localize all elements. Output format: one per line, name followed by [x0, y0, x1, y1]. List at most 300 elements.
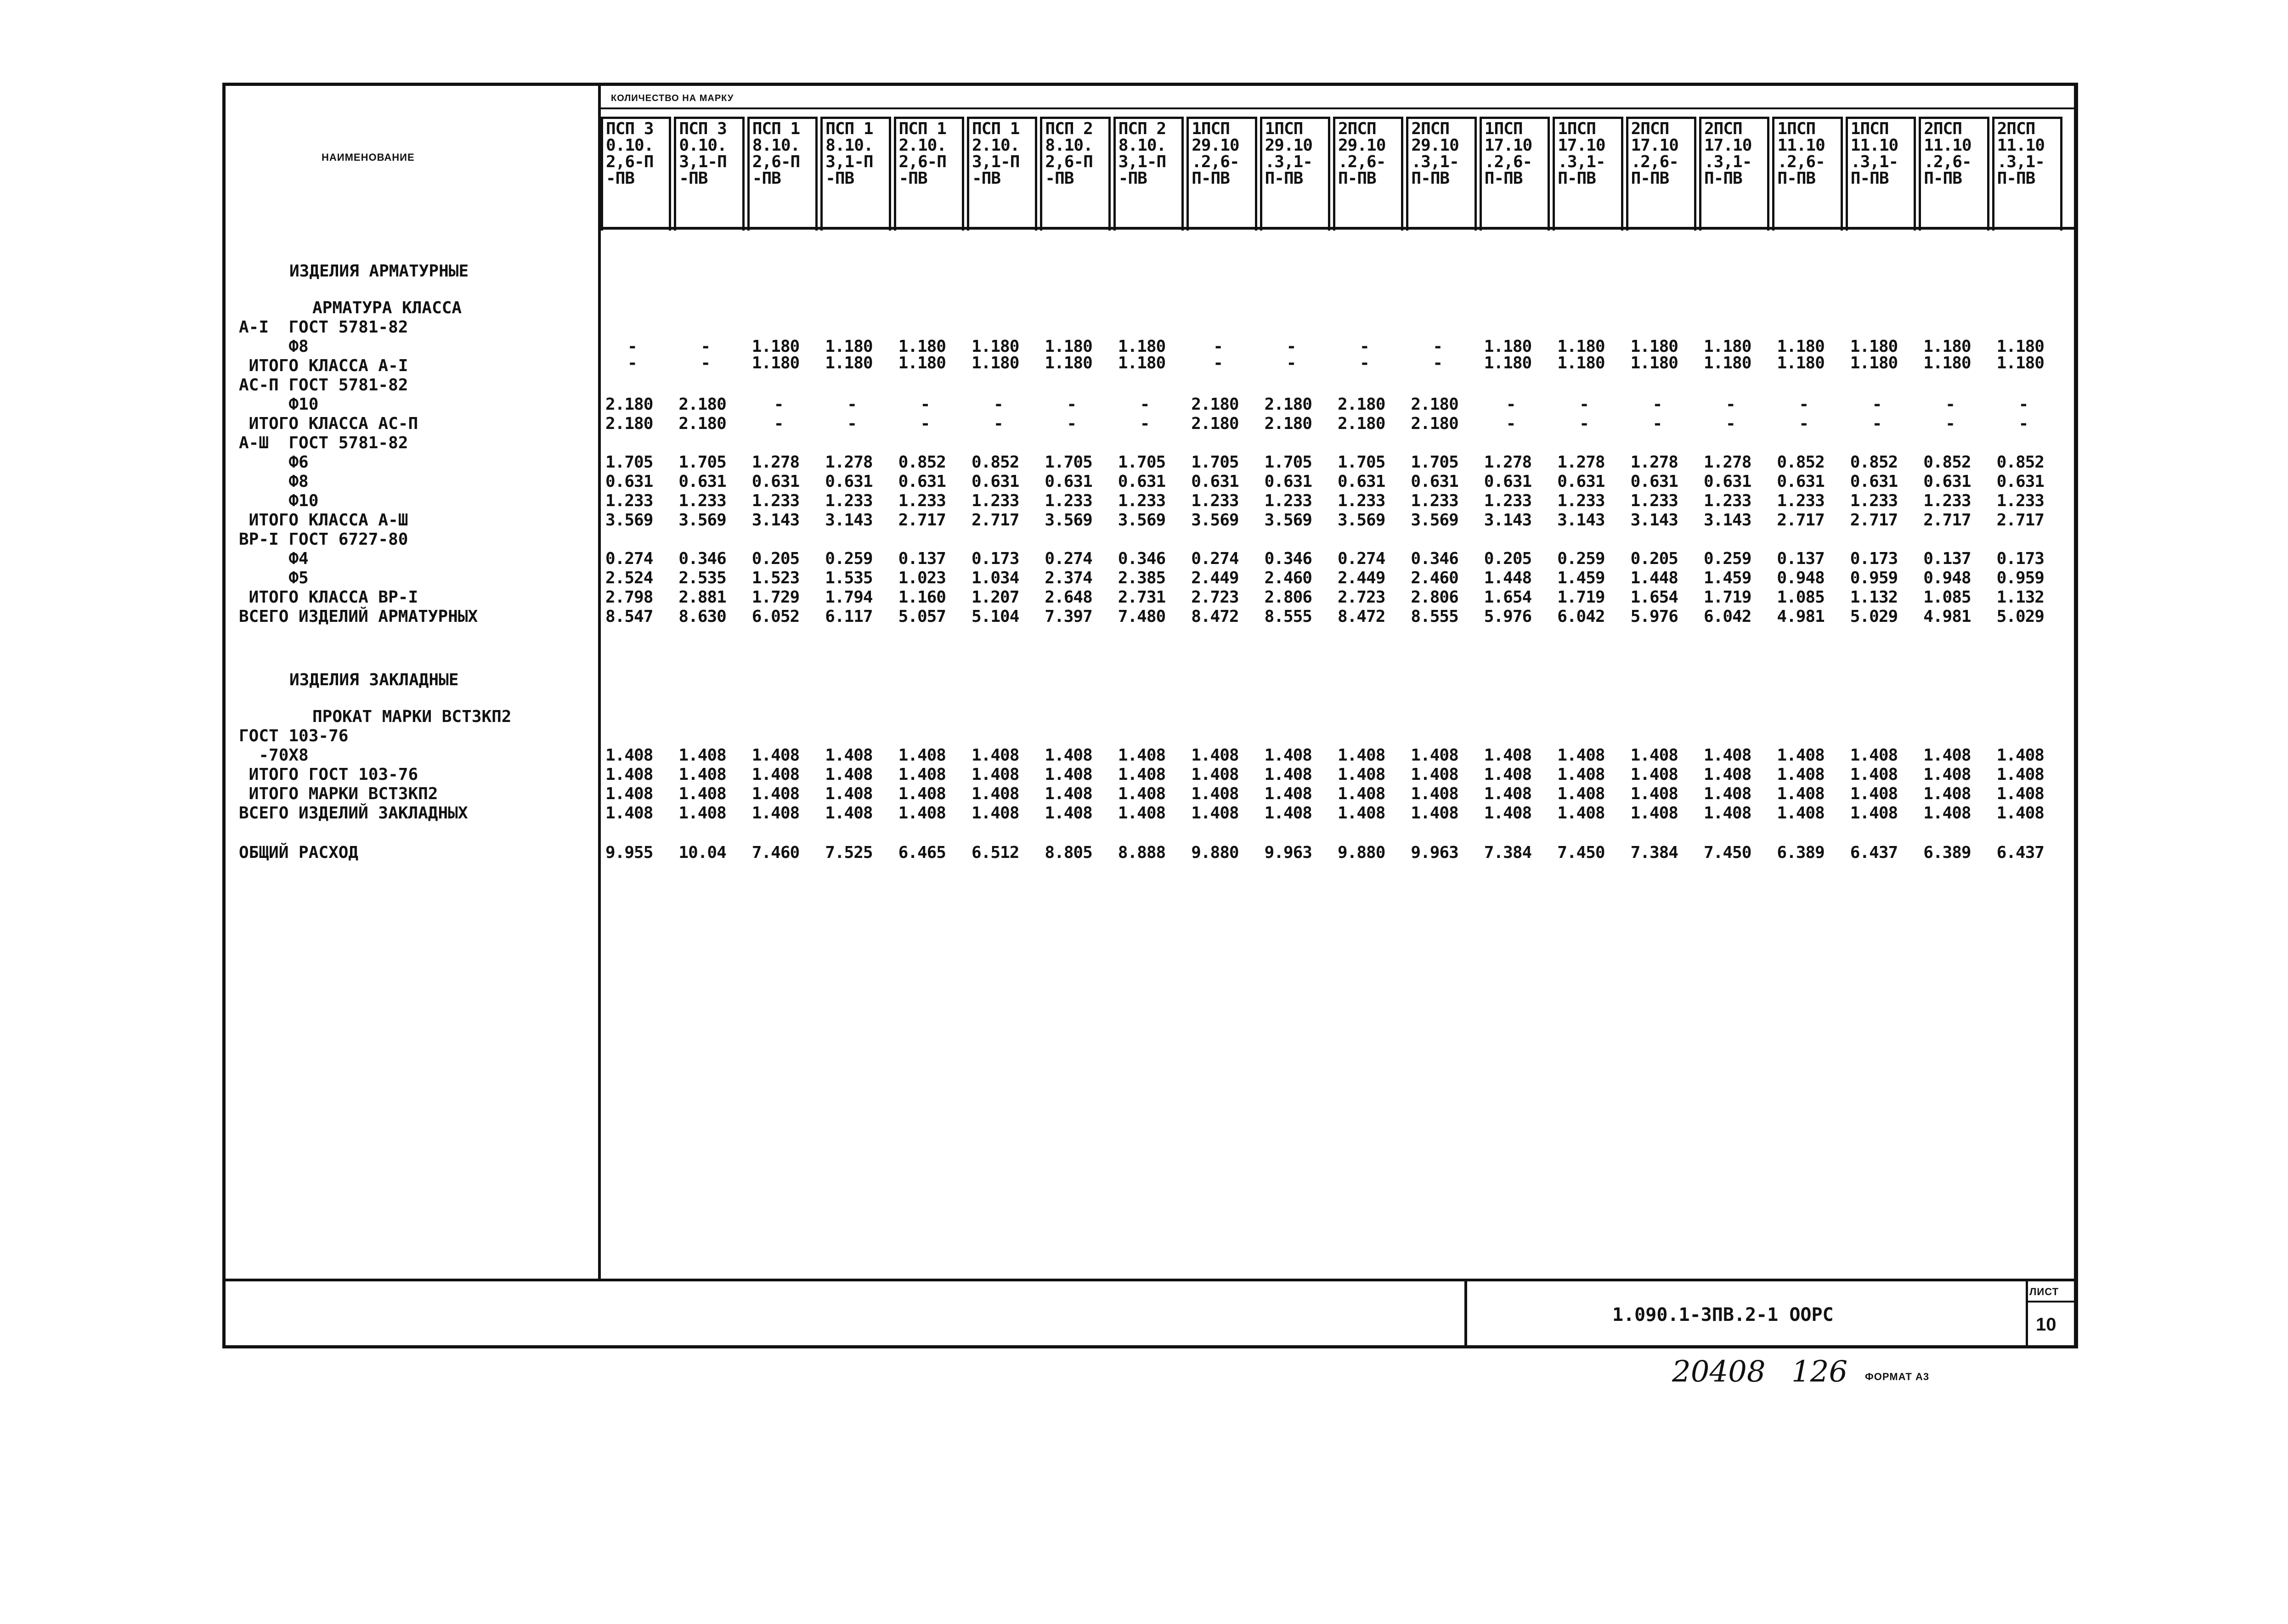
- cell-a3-total-7: 3.569: [1045, 511, 1092, 530]
- cell-a1-d8-11: -: [1360, 337, 1369, 356]
- cell-size-14: 1.408: [1557, 746, 1605, 765]
- label-bp1-total: ИТОГО КЛАССА ВР-I: [239, 588, 418, 607]
- column-header-text: 2ПСП 17.10 .2,6- П-ПВ: [1631, 119, 1678, 188]
- cell-arm-total-19: 4.981: [1923, 607, 1971, 626]
- cell-ac2-total-13: -: [1506, 414, 1516, 433]
- cell-ac2-d10-3: -: [774, 395, 784, 414]
- cell-size-12: 1.408: [1411, 746, 1458, 765]
- cell-bp1-d4-9: 0.274: [1191, 549, 1239, 568]
- cell-a3-d8-20: 0.631: [1996, 472, 2044, 491]
- cell-mark-total-13: 1.408: [1484, 784, 1532, 803]
- cell-a3-d10-7: 1.233: [1045, 491, 1092, 510]
- cell-ac2-total-14: -: [1579, 414, 1589, 433]
- cell-bp1-d5-2: 2.535: [678, 569, 726, 587]
- cell-ac2-total-7: -: [1067, 414, 1077, 433]
- cell-size-18: 1.408: [1850, 746, 1898, 765]
- cell-a1-total-3: 1.180: [751, 354, 800, 372]
- cell-a3-d10-3: 1.233: [751, 491, 800, 510]
- cell-ac2-d10-15: -: [1652, 395, 1662, 414]
- label-size: -70Х8: [239, 746, 309, 765]
- name-column-header: НАИМЕНОВАНИЕ: [322, 152, 415, 163]
- cell-a1-d8-9: -: [1213, 337, 1223, 356]
- cell-ac2-d10-17: -: [1799, 395, 1809, 414]
- cell-bp1-total-20: 1.132: [1996, 588, 2044, 607]
- cell-zakl-total-8: 1.408: [1118, 804, 1166, 823]
- cell-size-6: 1.408: [972, 746, 1019, 765]
- cell-grand-9: 9.880: [1191, 843, 1239, 862]
- cell-ac2-d10-20: -: [2018, 395, 2028, 414]
- column-header-14: [1553, 117, 1623, 231]
- cell-a3-d6-8: 1.705: [1118, 453, 1166, 472]
- handwritten-number: 126: [1791, 1355, 1848, 1389]
- cell-a3-d6-20: 0.852: [1996, 453, 2044, 472]
- cell-ac2-total-15: -: [1652, 414, 1662, 433]
- cell-arm-total-8: 7.480: [1118, 607, 1166, 626]
- title-block-divider: [222, 1279, 2078, 1281]
- label-grand-total: ОБЩИЙ РАСХОД: [239, 843, 359, 862]
- cell-a3-d10-13: 1.233: [1484, 491, 1532, 510]
- cell-zakl-total-13: 1.408: [1484, 804, 1532, 823]
- cell-bp1-d4-16: 0.259: [1704, 549, 1751, 568]
- cell-a3-total-3: 3.143: [751, 511, 800, 530]
- cell-a1-d8-19: 1.180: [1923, 337, 1971, 356]
- cell-grand-5: 6.465: [898, 843, 946, 862]
- cell-a3-total-15: 3.143: [1630, 511, 1678, 530]
- label-a3-d6: Ф6: [239, 453, 309, 472]
- cell-bp1-total-13: 1.654: [1484, 588, 1532, 607]
- cell-a1-total-16: 1.180: [1704, 354, 1751, 372]
- cell-a3-total-1: 3.569: [605, 511, 653, 530]
- column-header-text: 1ПСП 29.10 .3,1- П-ПВ: [1265, 119, 1312, 188]
- cell-ac2-total-20: -: [2018, 414, 2028, 433]
- cell-bp1-total-7: 2.648: [1045, 588, 1092, 607]
- cell-bp1-d5-4: 1.535: [825, 569, 873, 587]
- cell-arm-total-9: 8.472: [1191, 607, 1239, 626]
- cell-bp1-d4-17: 0.137: [1777, 549, 1825, 568]
- cell-gost103-total-5: 1.408: [898, 765, 946, 784]
- cell-a1-total-10: -: [1286, 354, 1296, 372]
- cell-bp1-d4-8: 0.346: [1118, 549, 1166, 568]
- cell-bp1-d5-5: 1.023: [898, 569, 946, 587]
- cell-a3-d10-1: 1.233: [605, 491, 653, 510]
- cell-a3-d8-10: 0.631: [1264, 472, 1312, 491]
- cell-mark-total-11: 1.408: [1338, 784, 1385, 803]
- cell-a1-total-2: -: [701, 354, 711, 372]
- cell-size-2: 1.408: [678, 746, 726, 765]
- cell-a1-d8-7: 1.180: [1045, 337, 1092, 356]
- cell-size-5: 1.408: [898, 746, 946, 765]
- label-arm-total: ВСЕГО ИЗДЕЛИЙ АРМАТУРНЫХ: [239, 607, 478, 626]
- cell-ac2-d10-6: -: [994, 395, 1003, 414]
- cell-gost103-total-8: 1.408: [1118, 765, 1166, 784]
- cell-grand-19: 6.389: [1923, 843, 1971, 862]
- cell-a3-d6-13: 1.278: [1484, 453, 1532, 472]
- cell-a3-total-6: 2.717: [972, 511, 1019, 530]
- cell-bp1-d5-6: 1.034: [972, 569, 1019, 587]
- cell-size-11: 1.408: [1338, 746, 1385, 765]
- cell-bp1-total-4: 1.794: [825, 588, 873, 607]
- column-header-20: [1992, 117, 2062, 231]
- cell-ac2-d10-16: -: [1726, 395, 1735, 414]
- cell-grand-17: 6.389: [1777, 843, 1825, 862]
- cell-bp1-d5-12: 2.460: [1411, 569, 1458, 587]
- cell-arm-total-13: 5.976: [1484, 607, 1532, 626]
- cell-mark-total-4: 1.408: [825, 784, 873, 803]
- cell-ac2-d10-2: 2.180: [678, 395, 726, 414]
- cell-arm-total-7: 7.397: [1045, 607, 1092, 626]
- column-header-1: [601, 117, 671, 231]
- cell-a1-d8-20: 1.180: [1996, 337, 2044, 356]
- cell-ac2-total-11: 2.180: [1338, 414, 1385, 433]
- cell-mark-total-6: 1.408: [972, 784, 1019, 803]
- cell-zakl-total-6: 1.408: [972, 804, 1019, 823]
- cell-a1-d8-14: 1.180: [1557, 337, 1605, 356]
- cell-zakl-total-4: 1.408: [825, 804, 873, 823]
- cell-a1-total-11: -: [1360, 354, 1369, 372]
- cell-a3-d10-5: 1.233: [898, 491, 946, 510]
- cell-a3-d8-16: 0.631: [1704, 472, 1751, 491]
- label-ac2: АС-П ГОСТ 5781-82: [239, 376, 408, 395]
- cell-a3-total-20: 2.717: [1996, 511, 2044, 530]
- column-header-17: [1772, 117, 1842, 231]
- label-ac2-total: ИТОГО КЛАССА АС-П: [239, 414, 418, 433]
- cell-size-3: 1.408: [751, 746, 800, 765]
- cell-bp1-total-17: 1.085: [1777, 588, 1825, 607]
- cell-grand-10: 9.963: [1264, 843, 1312, 862]
- cell-bp1-total-9: 2.723: [1191, 588, 1239, 607]
- cell-size-10: 1.408: [1264, 746, 1312, 765]
- cell-gost103-total-13: 1.408: [1484, 765, 1532, 784]
- cell-size-17: 1.408: [1777, 746, 1825, 765]
- cell-a3-d10-20: 1.233: [1996, 491, 2044, 510]
- cell-a1-d8-6: 1.180: [972, 337, 1019, 356]
- cell-a3-d8-11: 0.631: [1338, 472, 1385, 491]
- cell-zakl-total-12: 1.408: [1411, 804, 1458, 823]
- cell-gost103-total-4: 1.408: [825, 765, 873, 784]
- cell-a3-d10-9: 1.233: [1191, 491, 1239, 510]
- cell-ac2-d10-14: -: [1579, 395, 1589, 414]
- cell-a3-total-18: 2.717: [1850, 511, 1898, 530]
- cell-grand-11: 9.880: [1338, 843, 1385, 862]
- cell-bp1-total-14: 1.719: [1557, 588, 1605, 607]
- cell-a3-d6-9: 1.705: [1191, 453, 1239, 472]
- cell-ac2-total-1: 2.180: [605, 414, 653, 433]
- cell-bp1-d5-18: 0.959: [1850, 569, 1898, 587]
- column-header-text: ПСП 2 8.10. 3,1-П -ПВ: [1118, 119, 1166, 188]
- column-header-6: [967, 117, 1037, 231]
- cell-a1-total-19: 1.180: [1923, 354, 1971, 372]
- cell-grand-8: 8.888: [1118, 843, 1166, 862]
- cell-mark-total-9: 1.408: [1191, 784, 1239, 803]
- cell-gost103-total-11: 1.408: [1338, 765, 1385, 784]
- column-header-text: 2ПСП 11.10 .3,1- П-ПВ: [1997, 119, 2045, 188]
- cell-ac2-d10-11: 2.180: [1338, 395, 1385, 414]
- cell-a3-d8-9: 0.631: [1191, 472, 1239, 491]
- cell-a1-total-13: 1.180: [1484, 354, 1532, 372]
- cell-bp1-total-3: 1.729: [751, 588, 800, 607]
- cell-a1-d8-17: 1.180: [1777, 337, 1825, 356]
- label-a1-d8: Ф8: [239, 337, 309, 356]
- cell-zakl-total-5: 1.408: [898, 804, 946, 823]
- cell-zakl-total-14: 1.408: [1557, 804, 1605, 823]
- label-a1-total: ИТОГО КЛАССА А-I: [239, 356, 408, 375]
- cell-a1-d8-1: -: [627, 337, 637, 356]
- cell-a3-d8-1: 0.631: [605, 472, 653, 491]
- cell-ac2-total-12: 2.180: [1411, 414, 1458, 433]
- label-ac2-d10: Ф10: [239, 395, 319, 414]
- cell-a3-d10-2: 1.233: [678, 491, 726, 510]
- cell-a3-d10-19: 1.233: [1923, 491, 1971, 510]
- cell-mark-total-19: 1.408: [1923, 784, 1971, 803]
- cell-a3-total-13: 3.143: [1484, 511, 1532, 530]
- cell-bp1-d4-11: 0.274: [1338, 549, 1385, 568]
- cell-bp1-total-11: 2.723: [1338, 588, 1385, 607]
- cell-size-16: 1.408: [1704, 746, 1751, 765]
- cell-a3-total-2: 3.569: [678, 511, 726, 530]
- cell-mark-total-7: 1.408: [1045, 784, 1092, 803]
- column-header-text: 1ПСП 17.10 .3,1- П-ПВ: [1558, 119, 1605, 188]
- cell-bp1-total-1: 2.798: [605, 588, 653, 607]
- cell-a3-d6-19: 0.852: [1923, 453, 1971, 472]
- cell-ac2-total-17: -: [1799, 414, 1809, 433]
- cell-a3-d6-5: 0.852: [898, 453, 946, 472]
- cell-gost103-total-2: 1.408: [678, 765, 726, 784]
- cell-bp1-total-5: 1.160: [898, 588, 946, 607]
- column-header-11: [1333, 117, 1403, 231]
- cell-a1-d8-2: -: [701, 337, 711, 356]
- cell-arm-total-4: 6.117: [825, 607, 873, 626]
- cell-bp1-d5-17: 0.948: [1777, 569, 1825, 587]
- cell-bp1-total-12: 2.806: [1411, 588, 1458, 607]
- column-header-text: 2ПСП 11.10 .2,6- П-ПВ: [1924, 119, 1972, 188]
- cell-gost103-total-20: 1.408: [1996, 765, 2044, 784]
- cell-bp1-d5-13: 1.448: [1484, 569, 1532, 587]
- cell-grand-18: 6.437: [1850, 843, 1898, 862]
- cell-arm-total-12: 8.555: [1411, 607, 1458, 626]
- column-header-text: ПСП 3 0.10. 3,1-П -ПВ: [679, 119, 727, 188]
- cell-a1-total-6: 1.180: [972, 354, 1019, 372]
- cell-a3-d8-14: 0.631: [1557, 472, 1605, 491]
- cell-a3-d10-12: 1.233: [1411, 491, 1458, 510]
- cell-a1-d8-15: 1.180: [1630, 337, 1678, 356]
- cell-mark-total-16: 1.408: [1704, 784, 1751, 803]
- cell-gost103-total-6: 1.408: [972, 765, 1019, 784]
- cell-size-8: 1.408: [1118, 746, 1166, 765]
- cell-gost103-total-10: 1.408: [1264, 765, 1312, 784]
- cell-gost103-total-19: 1.408: [1923, 765, 1971, 784]
- cell-a1-d8-18: 1.180: [1850, 337, 1898, 356]
- cell-ac2-d10-13: -: [1506, 395, 1516, 414]
- cell-a3-d10-11: 1.233: [1338, 491, 1385, 510]
- cell-bp1-d5-3: 1.523: [751, 569, 800, 587]
- cell-a3-d10-4: 1.233: [825, 491, 873, 510]
- cell-zakl-total-17: 1.408: [1777, 804, 1825, 823]
- cell-size-20: 1.408: [1996, 746, 2044, 765]
- cell-a3-d8-4: 0.631: [825, 472, 873, 491]
- cell-zakl-total-10: 1.408: [1264, 804, 1312, 823]
- column-header-text: 2ПСП 29.10 .2,6- П-ПВ: [1338, 119, 1386, 188]
- cell-a1-d8-10: -: [1286, 337, 1296, 356]
- cell-bp1-d4-2: 0.346: [678, 549, 726, 568]
- cell-bp1-d4-3: 0.205: [751, 549, 800, 568]
- cell-ac2-total-4: -: [847, 414, 857, 433]
- cell-mark-total-15: 1.408: [1630, 784, 1678, 803]
- cell-bp1-d4-15: 0.205: [1630, 549, 1678, 568]
- label-bp1-d5: Ф5: [239, 569, 309, 587]
- cell-arm-total-10: 8.555: [1264, 607, 1312, 626]
- cell-ac2-total-18: -: [1872, 414, 1882, 433]
- cell-arm-total-17: 4.981: [1777, 607, 1825, 626]
- cell-arm-total-2: 8.630: [678, 607, 726, 626]
- sheet-number: 10: [2036, 1314, 2056, 1335]
- cell-grand-20: 6.437: [1996, 843, 2044, 862]
- cell-gost103-total-1: 1.408: [605, 765, 653, 784]
- label-prokat: ПРОКАТ МАРКИ ВСТЗКП2: [312, 707, 512, 726]
- cell-a3-total-12: 3.569: [1411, 511, 1458, 530]
- cell-ac2-d10-9: 2.180: [1191, 395, 1239, 414]
- cell-a3-d8-12: 0.631: [1411, 472, 1458, 491]
- cell-mark-total-1: 1.408: [605, 784, 653, 803]
- cell-gost103-total-17: 1.408: [1777, 765, 1825, 784]
- cell-a3-d10-17: 1.233: [1777, 491, 1825, 510]
- stamp-divider: [1464, 1279, 1467, 1348]
- cell-a1-total-18: 1.180: [1850, 354, 1898, 372]
- name-column-divider: [598, 83, 601, 1281]
- cell-zakl-total-3: 1.408: [751, 804, 800, 823]
- cell-arm-total-20: 5.029: [1996, 607, 2044, 626]
- label-a3-d8: Ф8: [239, 472, 309, 491]
- column-header-text: 1ПСП 17.10 .2,6- П-ПВ: [1484, 119, 1532, 188]
- column-header-4: [820, 117, 891, 231]
- cell-bp1-d4-13: 0.205: [1484, 549, 1532, 568]
- cell-grand-14: 7.450: [1557, 843, 1605, 862]
- cell-zakl-total-15: 1.408: [1630, 804, 1678, 823]
- cell-bp1-total-15: 1.654: [1630, 588, 1678, 607]
- cell-a1-total-8: 1.180: [1118, 354, 1166, 372]
- cell-bp1-total-19: 1.085: [1923, 588, 1971, 607]
- cell-zakl-total-20: 1.408: [1996, 804, 2044, 823]
- sheet-box-line: [2026, 1301, 2078, 1303]
- cell-a3-d6-3: 1.278: [751, 453, 800, 472]
- cell-a3-d6-2: 1.705: [678, 453, 726, 472]
- cell-a3-d6-1: 1.705: [605, 453, 653, 472]
- cell-grand-7: 8.805: [1045, 843, 1092, 862]
- cell-grand-2: 10.04: [678, 843, 726, 862]
- cell-mark-total-2: 1.408: [678, 784, 726, 803]
- cell-a3-d10-6: 1.233: [972, 491, 1019, 510]
- cell-a3-d10-16: 1.233: [1704, 491, 1751, 510]
- cell-a3-d8-3: 0.631: [751, 472, 800, 491]
- cell-bp1-d5-9: 2.449: [1191, 569, 1239, 587]
- cell-bp1-d4-4: 0.259: [825, 549, 873, 568]
- cell-bp1-d4-20: 0.173: [1996, 549, 2044, 568]
- cell-zakl-total-11: 1.408: [1338, 804, 1385, 823]
- cell-bp1-total-2: 2.881: [678, 588, 726, 607]
- column-header-text: 1ПСП 11.10 .3,1- П-ПВ: [1850, 119, 1898, 188]
- cell-a3-d8-15: 0.631: [1630, 472, 1678, 491]
- cell-a3-d8-5: 0.631: [898, 472, 946, 491]
- label-a3-total: ИТОГО КЛАССА А-Ш: [239, 511, 408, 530]
- cell-size-13: 1.408: [1484, 746, 1532, 765]
- cell-a1-d8-12: -: [1433, 337, 1443, 356]
- cell-zakl-total-1: 1.408: [605, 804, 653, 823]
- column-header-text: ПСП 1 8.10. 2,6-П -ПВ: [752, 119, 800, 188]
- cell-size-1: 1.408: [605, 746, 653, 765]
- column-header-13: [1480, 117, 1550, 231]
- cell-arm-total-16: 6.042: [1704, 607, 1751, 626]
- cell-ac2-total-9: 2.180: [1191, 414, 1239, 433]
- column-header-text: ПСП 3 0.10. 2,6-П -ПВ: [606, 119, 654, 188]
- cell-a3-d6-10: 1.705: [1264, 453, 1312, 472]
- label-mark-total: ИТОГО МАРКИ ВСТЗКП2: [239, 784, 438, 803]
- cell-a1-total-5: 1.180: [898, 354, 946, 372]
- label-arm-class: АРМАТУРА КЛАССА: [312, 299, 462, 317]
- cell-bp1-d4-10: 0.346: [1264, 549, 1312, 568]
- cell-arm-total-18: 5.029: [1850, 607, 1898, 626]
- cell-grand-15: 7.384: [1630, 843, 1678, 862]
- column-header-19: [1919, 117, 1989, 231]
- cell-ac2-d10-10: 2.180: [1264, 395, 1312, 414]
- cell-mark-total-14: 1.408: [1557, 784, 1605, 803]
- cell-bp1-d5-10: 2.460: [1264, 569, 1312, 587]
- section-title-reinforcement: ИЗДЕЛИЯ АРМАТУРНЫЕ: [289, 262, 469, 281]
- cell-a3-d8-6: 0.631: [972, 472, 1019, 491]
- cell-bp1-d4-7: 0.274: [1045, 549, 1092, 568]
- cell-grand-6: 6.512: [972, 843, 1019, 862]
- cell-zakl-total-19: 1.408: [1923, 804, 1971, 823]
- label-a1: А-I ГОСТ 5781-82: [239, 318, 408, 337]
- cell-a3-d6-12: 1.705: [1411, 453, 1458, 472]
- cell-ac2-d10-4: -: [847, 395, 857, 414]
- cell-gost103-total-3: 1.408: [751, 765, 800, 784]
- column-header-text: 2ПСП 17.10 .3,1- П-ПВ: [1704, 119, 1752, 188]
- cell-a1-total-1: -: [627, 354, 637, 372]
- cell-a3-d8-7: 0.631: [1045, 472, 1092, 491]
- cell-a3-d8-18: 0.631: [1850, 472, 1898, 491]
- cell-mark-total-5: 1.408: [898, 784, 946, 803]
- cell-a3-total-17: 2.717: [1777, 511, 1825, 530]
- cell-bp1-d4-14: 0.259: [1557, 549, 1605, 568]
- cell-bp1-d4-18: 0.173: [1850, 549, 1898, 568]
- cell-mark-total-17: 1.408: [1777, 784, 1825, 803]
- cell-ac2-total-16: -: [1726, 414, 1735, 433]
- column-header-text: ПСП 1 2.10. 3,1-П -ПВ: [972, 119, 1020, 188]
- cell-mark-total-20: 1.408: [1996, 784, 2044, 803]
- cell-ac2-d10-12: 2.180: [1411, 395, 1458, 414]
- cell-a1-total-20: 1.180: [1996, 354, 2044, 372]
- cell-size-4: 1.408: [825, 746, 873, 765]
- inventory-number: 20408: [1672, 1355, 1766, 1389]
- cell-a3-total-5: 2.717: [898, 511, 946, 530]
- cell-a3-total-10: 3.569: [1264, 511, 1312, 530]
- cell-ac2-d10-18: -: [1872, 395, 1882, 414]
- cell-a1-total-17: 1.180: [1777, 354, 1825, 372]
- document-code: 1.090.1-3ПВ.2-1 ООРС: [1612, 1304, 1834, 1325]
- column-header-5: [894, 117, 964, 231]
- cell-mark-total-12: 1.408: [1411, 784, 1458, 803]
- cell-bp1-d5-1: 2.524: [605, 569, 653, 587]
- cell-arm-total-11: 8.472: [1338, 607, 1385, 626]
- column-header-7: [1040, 117, 1110, 231]
- column-header-text: ПСП 2 8.10. 2,6-П -ПВ: [1045, 119, 1093, 188]
- cell-ac2-d10-7: -: [1067, 395, 1077, 414]
- cell-a3-d10-18: 1.233: [1850, 491, 1898, 510]
- cell-zakl-total-16: 1.408: [1704, 804, 1751, 823]
- cell-arm-total-1: 8.547: [605, 607, 653, 626]
- cell-gost103-total-15: 1.408: [1630, 765, 1678, 784]
- cell-a3-d6-11: 1.705: [1338, 453, 1385, 472]
- cell-mark-total-18: 1.408: [1850, 784, 1898, 803]
